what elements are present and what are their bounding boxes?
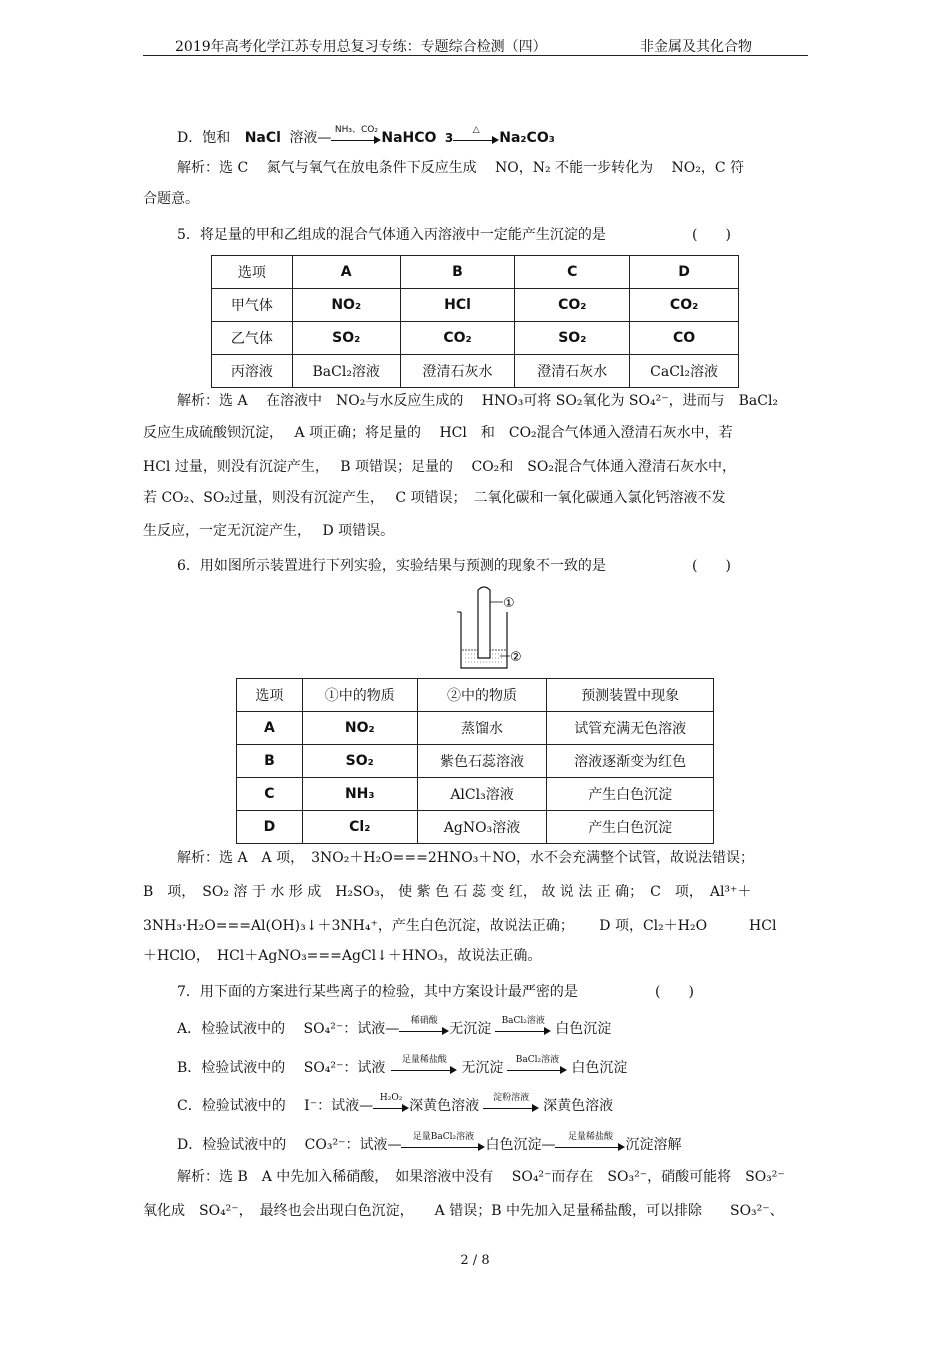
q4d-nahco3: NaHCO [381,130,437,146]
table-cell: B [400,256,515,289]
arrow-icon [495,1016,551,1036]
table-cell: 丙溶液 [212,355,293,388]
q7-option-d [177,1132,682,1154]
table-cell: CO [630,322,739,355]
q4d-nacl: NaCl [244,130,281,146]
arrow-icon [399,1016,449,1036]
table-cell: NO₂ [302,712,417,745]
table-cell: NO₂ [292,289,400,322]
option-text: 深黄色溶液 [543,1098,614,1114]
table-cell: 试管充满无色溶液 [547,712,714,745]
table-cell: D [630,256,739,289]
arrow-label: BaCl₂溶液 [515,1055,560,1065]
arrow-label: H₂O₂ [379,1093,403,1103]
table-cell: SO₂ [292,322,400,355]
page-header [143,34,808,56]
table-cell: CaCl₂溶液 [630,355,739,388]
table-cell: SO₂ [302,745,417,778]
table-cell: ②中的物质 [417,679,547,712]
table-cell: CO₂ [515,289,630,322]
q5-analysis-line: 若 CO₂、SO₂过量，则没有沉淀产生， C 项错误； 二氧化碳和一氧化碳通入氯化钙溶液不发 [143,490,726,506]
table-cell: D [237,811,303,844]
table-cell: CO₂ [400,322,515,355]
option-text: B．检验试液中的 SO₄²⁻：试液 [177,1060,386,1076]
table-cell: CO₂ [630,289,739,322]
arrow-icon [391,1055,457,1075]
option-text: 沉淀溶解 [625,1137,682,1153]
arrow-label: 足量稀盐酸 [401,1055,447,1065]
table-row [237,745,714,778]
table-row [237,778,714,811]
arrow-icon [507,1055,567,1075]
table-cell: BaCl₂溶液 [292,355,400,388]
arrow-label: 稀硝酸 [410,1016,438,1026]
q6-table [236,678,714,844]
table-cell: AgNO₃溶液 [417,811,547,844]
q5-table [211,255,739,388]
table-cell: C [515,256,630,289]
q7-option-c [177,1093,614,1115]
arrow-label: 淀粉溶液 [493,1093,530,1103]
q6-answer-paren: ( ) [692,558,731,574]
table-row [212,355,739,388]
table-cell: A [292,256,400,289]
arrow-icon [373,1093,409,1113]
table-row [212,256,739,289]
table-cell: B [237,745,303,778]
page-number: 2 / 8 [460,1253,490,1268]
table-cell: SO₂ [515,322,630,355]
q4-option-d [177,125,555,147]
q4d-na2co3: Na₂CO₃ [499,130,555,146]
table-cell: C [237,778,303,811]
table-cell: 选项 [212,256,293,289]
arrow-icon [555,1132,625,1152]
arrow-icon [331,125,381,145]
table-cell: AlCl₃溶液 [417,778,547,811]
q5-answer-paren: ( ) [692,227,731,243]
table-cell: 澄清石灰水 [400,355,515,388]
option-text: C．检验试液中的 I⁻：试液— [177,1098,374,1114]
apparatus-figure [455,586,535,672]
q6-analysis-line: ＋HClO， HCl＋AgNO₃===AgCl↓＋HNO₃，故说法正确。 [143,948,542,964]
option-text: 白色沉淀 [571,1060,628,1076]
q4d-label: D．饱和 [177,130,231,146]
option-text: D．检验试液中的 CO₃²⁻：试液— [177,1137,402,1153]
option-text: A．检验试液中的 SO₄²⁻：试液— [177,1021,400,1037]
arrow-label: △ [472,125,480,135]
arrow-icon [401,1132,485,1152]
q6-analysis-line: B 项， SO₂ 溶 于 水 形 成 H₂SO₃， 使 紫 色 石 蕊 变 红， 故 说 法 正 确； C 项， Al³⁺＋ [143,884,752,900]
q5-analysis-line: 反应生成硫酸钡沉淀， A 项正确；将足量的 HCl 和 CO₂混合气体通入澄清石灰水中，若 [143,425,733,441]
q7-answer-paren: ( ) [655,984,694,1000]
option-text: 白色沉淀 [555,1021,612,1037]
q4-analysis-line: 解析：选 C 氮气与氧气在放电条件下反应生成 NO，N₂ 不能一步转化为 NO₂，C 符 [177,160,745,176]
table-cell: NH₃ [302,778,417,811]
q4d-subscript: 3 [444,131,454,145]
table-cell: A [237,712,303,745]
q6-stem: 6．用如图所示装置进行下列实验，实验结果与预测的现象不一致的是 [177,558,606,574]
figure-label-1: ① [503,596,515,611]
arrow-label: NH₃、CO₂ [334,125,378,135]
table-cell: 蒸馏水 [417,712,547,745]
q5-stem: 5．将足量的甲和乙组成的混合气体通入丙溶液中一定能产生沉淀的是 [177,227,606,243]
table-cell: 甲气体 [212,289,293,322]
q7-analysis-line: 解析：选 B A 中先加入稀硝酸， 如果溶液中没有 SO₄²⁻而存在 SO₃²⁻，硝酸可能将 SO₃²⁻ [177,1169,785,1185]
arrow-label: 足量BaCl₂溶液 [412,1132,475,1142]
q6-analysis-line: 解析：选 A A 项， 3NO₂＋H₂O===2HNO₃＋NO，水不会充满整个试管，故说法错误； [177,850,755,866]
table-row [237,811,714,844]
heat-arrow-icon [453,125,499,145]
arrow-icon [483,1093,539,1113]
option-text: 无沉淀 [461,1060,504,1076]
option-text: 深黄色溶液 [409,1098,480,1114]
q5-analysis-line: HCl 过量，则没有沉淀产生， B 项错误；足量的 CO₂和 SO₂混合气体通入澄清石灰水中， [143,459,736,475]
table-cell: 紫色石蕊溶液 [417,745,547,778]
table-cell: Cl₂ [302,811,417,844]
table-row [212,322,739,355]
q7-option-a [177,1016,612,1038]
arrow-label: BaCl₂溶液 [501,1016,545,1026]
table-cell: HCl [400,289,515,322]
q7-option-b [177,1055,628,1077]
q6-analysis-line: 3NH₃·H₂O===Al(OH)₃↓＋3NH₄⁺，产生白色沉淀，故说法正确； D 项，Cl₂＋H₂O HCl [143,918,777,934]
header-title: 2019年高考化学江苏专用总复习专练：专题综合检测（四） [175,39,547,55]
figure-label-2: ② [510,650,522,665]
option-text: 白色沉淀— [485,1137,556,1153]
arrow-label: 足量稀盐酸 [567,1132,613,1142]
q7-analysis-line: 氧化成 SO₄²⁻， 最终也会出现白色沉淀， A 错误；B 中先加入足量稀盐酸，可以排除 SO₃²⁻、 [143,1203,784,1219]
option-text: 无沉淀 [449,1021,492,1037]
q4d-solution: 溶液— [289,130,332,146]
table-row [237,679,714,712]
q5-analysis-line: 解析：选 A 在溶液中 NO₂与水反应生成的 HNO₃可将 SO₂氧化为 SO₄²⁻，进而与 BaCl₂ [177,393,779,409]
header-subtitle: 非金属及其化合物 [640,39,752,55]
table-cell: 产生白色沉淀 [547,778,714,811]
table-cell: 澄清石灰水 [515,355,630,388]
table-cell: ①中的物质 [302,679,417,712]
q7-stem: 7．用下面的方案进行某些离子的检验，其中方案设计最严密的是 [177,984,578,1000]
table-cell: 产生白色沉淀 [547,811,714,844]
q4-analysis-line: 合题意。 [143,191,199,207]
table-row [237,712,714,745]
table-cell: 选项 [237,679,303,712]
table-cell: 乙气体 [212,322,293,355]
q5-analysis-line: 生反应，一定无沉淀产生， D 项错误。 [143,523,395,539]
table-cell: 溶液逐渐变为红色 [547,745,714,778]
table-row [212,289,739,322]
table-cell: 预测装置中现象 [547,679,714,712]
